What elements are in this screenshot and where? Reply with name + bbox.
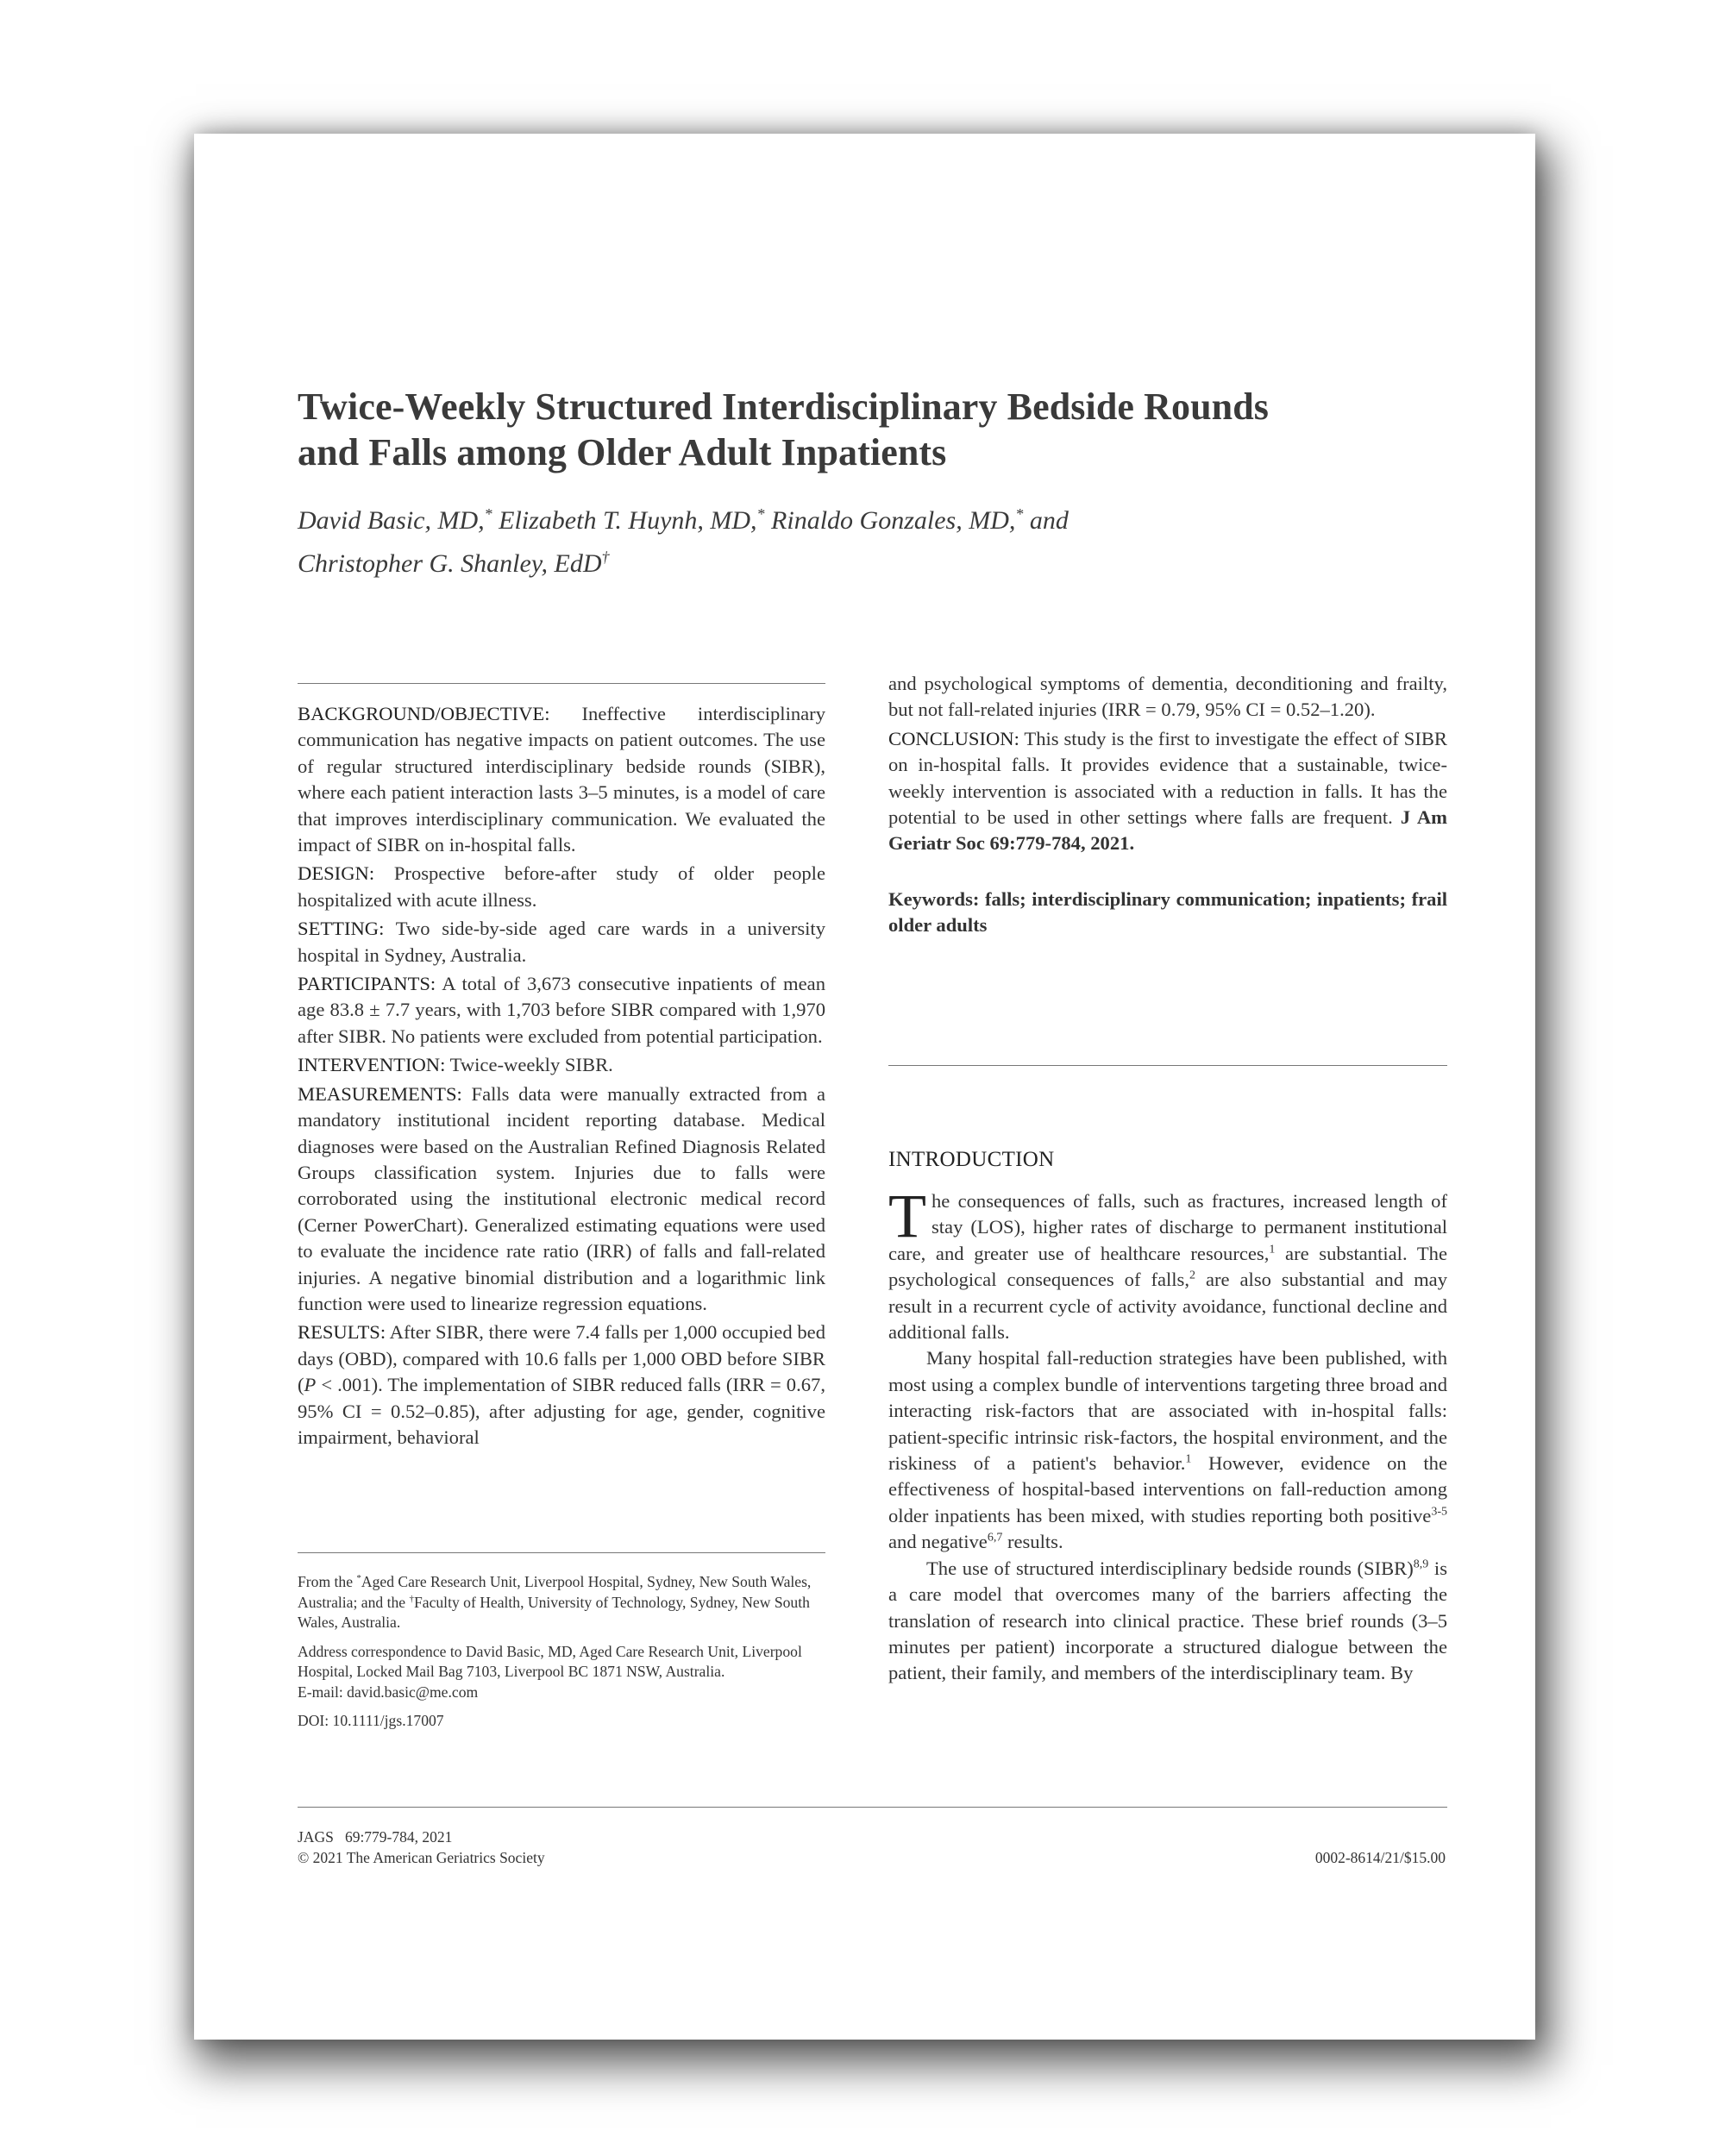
section-heading-introduction: INTRODUCTION [888,1148,1055,1171]
abstract-top-rule-left [298,683,825,684]
abstract-left-column [298,701,825,1451]
intro-paragraph-2: Many hospital fall-reduction strategies have been published, with most using a complex bundle of interventions targeting three broad and interacting risk-factors that are associated with in-hospital falls: patient-specific intrinsic risk-factors, the hospital environment, and the riskiness of a patient's behavior.$^1$ However, evidence on the effectiveness of hospital-based interventions on fall-reduction among older inpatients has been mixed, with studies reporting both positive$^{3-5}$ and negative$^{6,7}$ results. [888,1347,1447,1553]
affiliation-mark: * [1015,505,1024,523]
abstract-results: RESULTS: After SIBR, there were 7.4 falls per 1,000 occupied bed days (OBD), compared with 10.6 falls per 1,000 OBD before SIBR (P < .001). The implementation of SIBR reduced falls (IRR = 0.67, 95% CI = 0.52–0.85), after adjusting for age, gender, cognitive impairment, behavioral [298,1321,825,1448]
abstract-bottom-rule-right [888,1065,1447,1066]
keywords: Keywords: falls; interdisciplinary communication; inpatients; frail older adults [888,887,1447,937]
reference-marker: 1 [1185,1452,1192,1466]
reference-marker: 2 [1189,1269,1195,1282]
author-conjunction: and [1023,506,1069,535]
reference-marker: 6,7 [987,1531,1003,1545]
affiliation-mark: * [756,505,765,523]
email-address: E-mail: david.basic@me.com [298,1683,479,1701]
abstract-design: DESIGN: Prospective before-after study of older people hospitalized with acute illness. [298,862,825,911]
abstract-intervention: INTERVENTION: Twice-weekly SIBR. [298,1054,613,1076]
abstract-label: RESULTS: [298,1321,386,1344]
drop-cap: T [888,1181,926,1250]
affiliation-mark: † [601,548,610,566]
article-title: Twice-Weekly Structured Interdisciplinary Bedside Rounds and Falls among Older Adult Inpatients [298,385,1270,473]
abstract-label: DESIGN: [298,862,375,885]
abstract-label: INTERVENTION: [298,1054,446,1076]
intro-paragraph-3: The use of structured interdisciplinary bedside rounds (SIBR)$^{8,9}$ is a care model that overcomes many of the barriers affecting the translation of research into clinical practice. These brief rounds (3–5 minutes per patient) incorporate a structured dialogue between the patient, their family, and members of the interdisciplinary team. By [888,1557,1447,1684]
abstract-results-continued: and psychological symptoms of dementia, deconditioning and frailty, but not fall-related injuries (IRR = 0.79, 95% CI = 0.52–1.20). [888,673,1447,721]
abstract-participants: PARTICIPANTS: A total of 3,673 consecutive inpatients of mean age 83.8 ± 7.7 years, with 1,703 before SIBR compared with 1,970 after SIBR. No patients were excluded from potential participation. [298,973,825,1047]
journal-issue: JAGS 69:779-784, 2021 [298,1828,453,1846]
affiliation-note: From the *Aged Care Research Unit, Liverpool Hospital, Sydney, New South Wales, Australia; and the †Faculty of Health, University of Technology, Sydney, New South Wales, Australia. [298,1573,812,1631]
journal-citation: J Am Geriatr Soc 69:779-784, 2021. [888,806,1447,855]
author-1: David Basic, MD, [298,506,485,535]
footnote-rule [298,1552,825,1553]
author-4: Christopher G. Shanley, EdD [298,549,602,578]
abstract-label: SETTING: [298,918,385,940]
abstract-label: BACKGROUND/OBJECTIVE: [298,703,550,724]
article-page [194,134,1535,2040]
reference-marker: 1 [1269,1243,1276,1257]
abstract-background: BACKGROUND/OBJECTIVE: Ineffective interdisciplinary communication has negative impacts on patient outcomes. The use of regular structured interdisciplinary bedside rounds (SIBR), where each patient interaction lasts 3–5 minutes, is a model of care that improves interdisciplinary communication. We evaluated the impact of SIBR on in-hospital falls. [298,703,825,856]
abstract-label: CONCLUSION: [888,727,1019,749]
author-3: Rinaldo Gonzales, MD, [764,506,1016,535]
affiliation-mark: * [484,505,492,523]
copyright: © 2021 The American Geriatrics Society [298,1849,545,1866]
author-list [298,496,1246,582]
author-2: Elizabeth T. Huynh, MD, [492,506,757,535]
abstract-conclusion: CONCLUSION: This study is the first to investigate the effect of SIBR on in-hospital falls. It provides evidence that a sustainable, twice-weekly intervention is associated with a reduction in falls. It has the potential to be used in other settings where falls are frequent. J Am Geriatr Soc 69:779-784, 2021. [888,727,1447,855]
page-footer-rule [298,1807,1447,1808]
reference-marker: 3-5 [1431,1505,1447,1519]
abstract-setting: SETTING: Two side-by-side aged care wards in a university hospital in Sydney, Australia. [298,918,825,966]
intro-paragraph-1: The consequences of falls, such as fractures, increased length of stay (LOS), higher rates of discharge to permanent institutional care, and greater use of healthcare resources,$^1$ are substantial. The psychological consequences of falls,$^2$ are also substantial and may result in a recurrent cycle of activity avoidance, functional decline and additional falls. [888,1181,1448,1344]
correspondence-note: Address correspondence to David Basic, MD, Aged Care Research Unit, Liverpool Hospital, Locked Mail Bag 7103, Liverpool BC 1871 NSW, Australia. E-mail: david.basic@me.com [298,1642,802,1701]
introduction-body [888,1181,1448,1687]
price-code: 0002-8614/21/$15.00 [1314,1849,1446,1866]
page-footer-left [298,1827,545,1868]
abstract-label: PARTICIPANTS: [298,973,436,995]
reference-marker: 8,9 [1413,1557,1429,1571]
abstract-label: MEASUREMENTS: [298,1082,462,1105]
affiliation-footnotes [298,1572,824,1740]
abstract-right-column [888,671,1447,939]
abstract-measurements: MEASUREMENTS: Falls data were manually extracted from a mandatory institutional incident reporting database. Medical diagnoses were based on the Australian Refined Diagnosis Related Groups classification system. Injuries due to falls were corroborated using the institutional electronic medical record (Cerner PowerChart). Generalized estimating equations were used to evaluate the incidence rate ratio (IRR) of falls and fall-related injuries. A negative binomial distribution and a logarithmic link function were used to linearize regression equations. [298,1082,825,1314]
doi: DOI: 10.1111/jgs.17007 [298,1712,444,1729]
